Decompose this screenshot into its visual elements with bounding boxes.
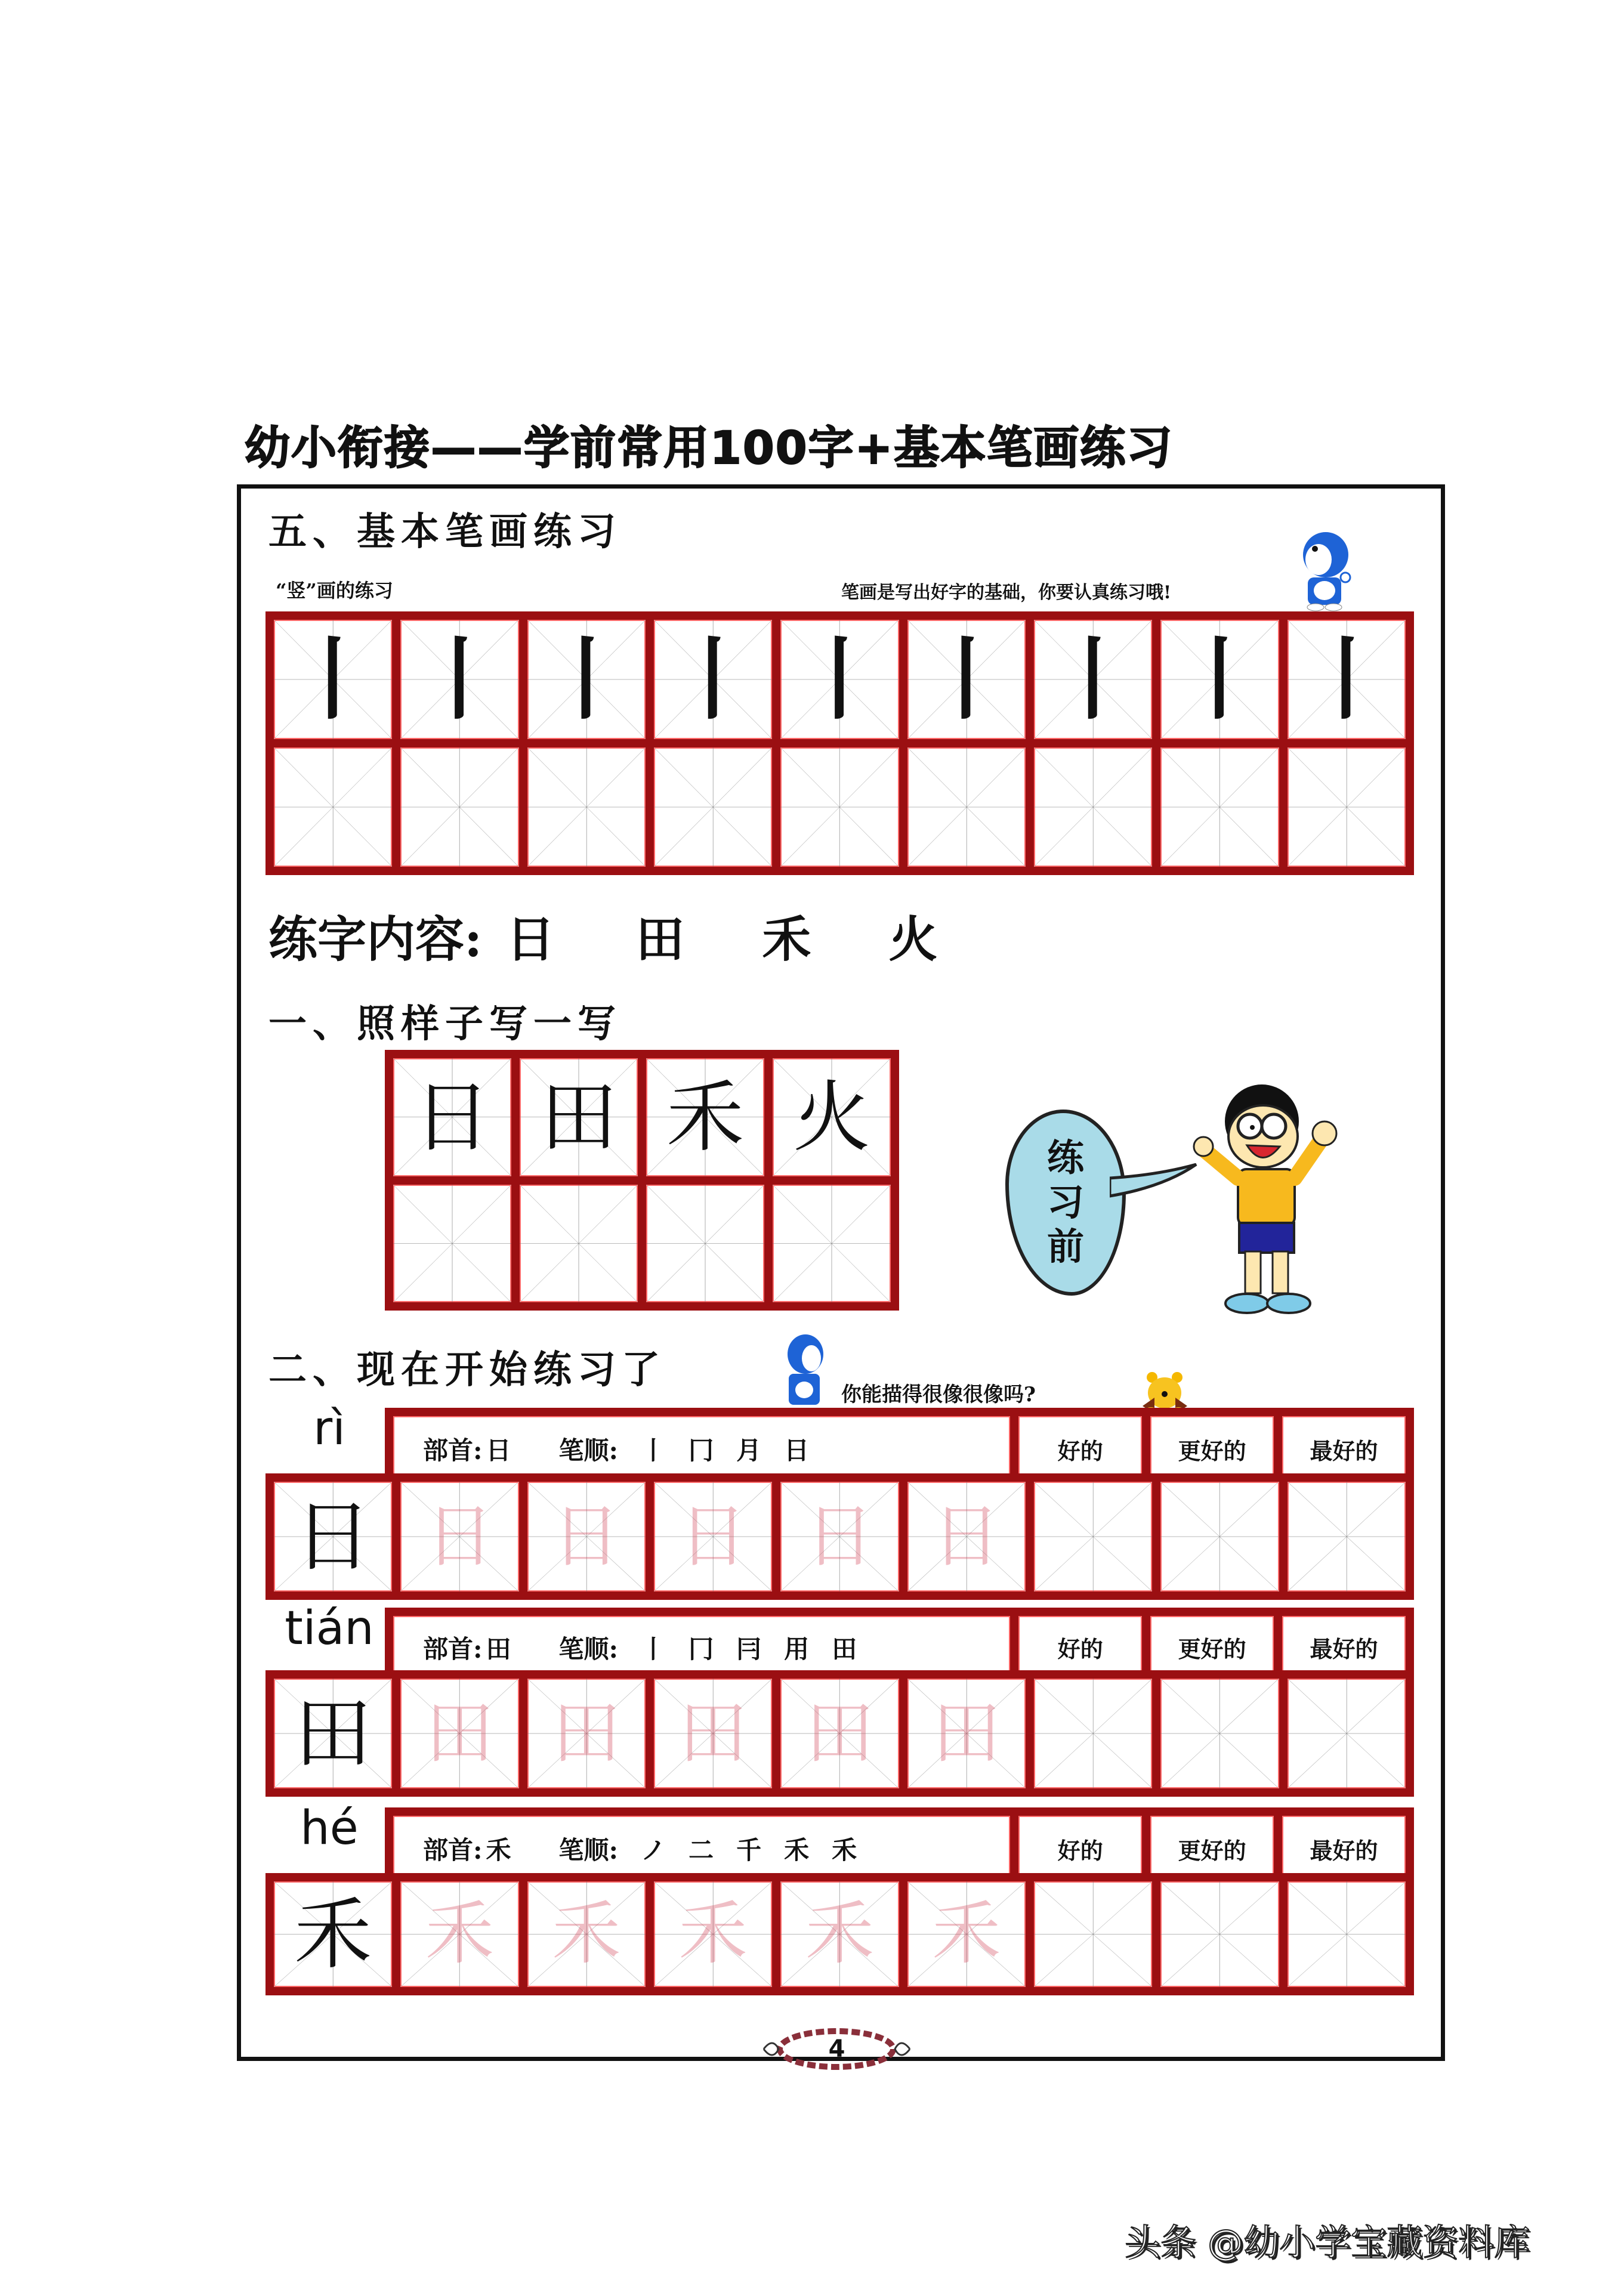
cell-character: 日 [425, 1496, 494, 1577]
character-info-header [385, 1807, 1414, 1881]
stroke-label: “竖”画的练习 [276, 579, 393, 602]
grid-guide-lines [1160, 747, 1279, 867]
radical-value: 禾 [486, 1835, 511, 1865]
cell-character: 禾 [678, 1894, 748, 1974]
cell-character: 禾 [932, 1894, 1001, 1974]
model-char-cell[interactable] [274, 1679, 392, 1788]
trace-cell[interactable] [780, 1482, 899, 1592]
model-char-cell[interactable] [274, 1482, 392, 1592]
stroke-order-step: 冂 [688, 1436, 714, 1465]
cell-character: 丨 [1301, 627, 1391, 732]
practice-content [268, 901, 937, 971]
stroke-example-cell[interactable] [654, 620, 772, 739]
trace-cell[interactable] [907, 1881, 1026, 1987]
stroke-order-step: 丨 [641, 1634, 666, 1664]
trace-cell[interactable] [907, 1482, 1026, 1592]
cell-character: 禾 [666, 1071, 744, 1163]
cell-character: 田 [294, 1688, 372, 1779]
page-title: 幼小衔接——学前常用100字+基本笔画练习 [245, 421, 1174, 474]
trace-cell[interactable] [527, 1679, 646, 1788]
grid-guide-lines [654, 747, 772, 867]
cell-character: 日 [932, 1496, 1001, 1577]
grid-guide-lines [1160, 1482, 1279, 1592]
trace-cell[interactable] [654, 1679, 772, 1788]
order-label: 笔顺: [558, 1436, 619, 1465]
radical-label: 部首: [423, 1634, 483, 1664]
rating-header: 好的 [1018, 1816, 1142, 1881]
rating-writing-cell[interactable] [1160, 1482, 1279, 1592]
model-char-cell[interactable] [520, 1058, 638, 1176]
stroke-order-step: 田 [832, 1634, 857, 1664]
grid-guide-lines [1288, 1881, 1406, 1987]
section-one-heading: 一、照样子写一写 [268, 1002, 622, 1046]
stroke-example-cell[interactable] [400, 620, 518, 739]
writing-cell[interactable] [907, 747, 1026, 867]
stroke-order-step: 月 [736, 1436, 762, 1465]
cell-character: 丨 [541, 627, 631, 732]
rating-header: 更好的 [1150, 1616, 1274, 1679]
trace-cell[interactable] [400, 1679, 518, 1788]
writing-cell[interactable] [646, 1185, 764, 1303]
bubble-char: 前 [1046, 1225, 1084, 1269]
practice-row-grid [265, 1873, 1414, 1995]
cell-character: 丨 [921, 627, 1011, 732]
trace-cell[interactable] [527, 1482, 646, 1592]
cell-character: 禾 [805, 1894, 874, 1974]
section-two-heading: 二、现在开始练习了 [268, 1348, 666, 1392]
stroke-tip: 笔画是写出好字的基础，你要认真练习哦! [841, 582, 1172, 603]
practice-char: 日 [506, 911, 555, 968]
practice-row-grid [265, 1670, 1414, 1797]
cell-character: 田 [805, 1693, 874, 1773]
trace-cell[interactable] [780, 1679, 899, 1788]
pinyin-label: hé [300, 1801, 359, 1855]
trace-cell[interactable] [400, 1881, 518, 1987]
page-number-ornament [758, 2025, 916, 2073]
practice-char: 田 [635, 911, 685, 968]
order-label: 笔顺: [558, 1634, 619, 1664]
rating-writing-cell[interactable] [1034, 1679, 1152, 1788]
cell-character: 丨 [1048, 627, 1138, 732]
rating-writing-cell[interactable] [1034, 1482, 1152, 1592]
grid-guide-lines [527, 747, 646, 867]
rating-header: 更好的 [1150, 1416, 1274, 1482]
grid-guide-lines [1160, 1679, 1279, 1788]
stroke-example-cell[interactable] [527, 620, 646, 739]
cell-character: 日 [805, 1496, 874, 1577]
grid-guide-lines [907, 747, 1026, 867]
cell-character: 日 [678, 1496, 748, 1577]
pinyin-label: tián [285, 1602, 374, 1655]
stroke-order-step: 禾 [832, 1835, 857, 1865]
rating-header: 最好的 [1282, 1816, 1406, 1881]
trace-cell[interactable] [654, 1482, 772, 1592]
stroke-order-step: 日 [784, 1436, 810, 1465]
cell-character: 田 [552, 1693, 621, 1773]
writing-cell[interactable] [1288, 747, 1406, 867]
grid-guide-lines [773, 1185, 891, 1303]
stroke-example-cell[interactable] [1034, 620, 1152, 739]
doraemon-mascot-icon [1295, 531, 1351, 611]
stroke-example-cell[interactable] [1160, 620, 1279, 739]
cell-character: 丨 [795, 627, 885, 732]
section-two-prompt: 你能描得很像很像吗? [841, 1383, 1036, 1407]
trace-cell[interactable] [780, 1881, 899, 1987]
writing-cell[interactable] [274, 747, 392, 867]
grid-guide-lines [1288, 1482, 1406, 1592]
rating-header: 好的 [1018, 1616, 1142, 1679]
pinyin-label: rì [313, 1402, 345, 1456]
cell-character: 田 [425, 1693, 494, 1773]
model-char-cell[interactable] [646, 1058, 764, 1176]
cell-character: 丨 [415, 627, 505, 732]
stroke-order-step: ノ [641, 1835, 666, 1865]
writing-cell[interactable] [400, 747, 518, 867]
bubble-tail-icon [1110, 1163, 1199, 1199]
trace-cell[interactable] [400, 1482, 518, 1592]
radical-label: 部首: [423, 1835, 483, 1865]
rating-header: 最好的 [1282, 1416, 1406, 1482]
stroke-example-cell[interactable] [1288, 620, 1406, 739]
grid-guide-lines [1160, 1881, 1279, 1987]
page-number: 4 [828, 2035, 845, 2063]
cell-character: 禾 [425, 1894, 494, 1974]
practice-char: 禾 [762, 911, 811, 968]
cell-character: 禾 [552, 1894, 621, 1974]
stroke-example-cell[interactable] [907, 620, 1026, 739]
grid-guide-lines [646, 1185, 764, 1303]
rating-header: 好的 [1018, 1416, 1142, 1482]
cell-character: 田 [932, 1693, 1001, 1773]
character-info-header [385, 1408, 1414, 1482]
radical-and-order [393, 1416, 1010, 1482]
character-info-header [385, 1608, 1414, 1679]
stroke-order-step: 冃 [736, 1634, 762, 1664]
practice-row-grid [265, 1473, 1414, 1600]
stroke-order-step: 二 [688, 1835, 714, 1865]
stroke-order-step: 冂 [688, 1634, 714, 1664]
stroke-example-cell[interactable] [274, 620, 392, 739]
stroke-example-cell[interactable] [780, 620, 899, 739]
writing-cell[interactable] [393, 1185, 511, 1303]
practice-char: 火 [888, 911, 938, 968]
model-char-cell[interactable] [773, 1058, 891, 1176]
writing-cell[interactable] [773, 1185, 891, 1303]
cell-character: 日 [413, 1071, 491, 1163]
model-copy-grid [385, 1050, 899, 1311]
grid-guide-lines [1288, 747, 1406, 867]
rating-writing-cell[interactable] [1160, 1679, 1279, 1788]
rating-writing-cell[interactable] [1034, 1881, 1152, 1987]
cell-character: 丨 [668, 627, 758, 732]
grid-guide-lines [1034, 1881, 1152, 1987]
grid-guide-lines [400, 747, 518, 867]
cell-character: 火 [792, 1071, 870, 1163]
radical-value: 日 [486, 1436, 511, 1465]
radical-value: 田 [486, 1634, 511, 1664]
radical-label: 部首: [423, 1436, 483, 1465]
cell-character: 田 [678, 1693, 748, 1773]
grid-guide-lines [780, 747, 899, 867]
radical-and-order [393, 1616, 1010, 1679]
bubble-char: 习 [1046, 1180, 1084, 1224]
bubble-char: 练 [1046, 1136, 1084, 1180]
model-char-cell[interactable] [393, 1058, 511, 1176]
rating-writing-cell[interactable] [1288, 1679, 1406, 1788]
trace-cell[interactable] [527, 1881, 646, 1987]
writing-cell[interactable] [1034, 747, 1152, 867]
cell-character: 丨 [1175, 627, 1265, 732]
model-char-cell[interactable] [274, 1881, 392, 1987]
cell-character: 禾 [294, 1889, 372, 1980]
rating-header: 最好的 [1282, 1616, 1406, 1679]
cell-character: 田 [539, 1071, 618, 1163]
stroke-practice-grid [265, 611, 1414, 875]
cell-character: 丨 [288, 627, 378, 732]
rating-writing-cell[interactable] [1288, 1881, 1406, 1987]
watermark: 头条 @幼小学宝藏资料库 [1125, 2222, 1530, 2264]
grid-guide-lines [1034, 747, 1152, 867]
order-label: 笔顺: [558, 1835, 619, 1865]
rating-header: 更好的 [1150, 1816, 1274, 1881]
boy-character-icon [1190, 1074, 1363, 1324]
grid-guide-lines [1034, 1482, 1152, 1592]
writing-cell[interactable] [780, 747, 899, 867]
practice-content-label: 练字内容: [268, 911, 483, 968]
writing-cell[interactable] [1160, 747, 1279, 867]
strokes-heading: 五、基本笔画练习 [268, 509, 622, 554]
stroke-order-step: 丨 [641, 1436, 666, 1465]
cell-character: 日 [294, 1491, 372, 1582]
rating-writing-cell[interactable] [1160, 1881, 1279, 1987]
trace-cell[interactable] [907, 1679, 1026, 1788]
cell-character: 日 [552, 1496, 621, 1577]
grid-guide-lines [1288, 1679, 1406, 1788]
radical-and-order [393, 1816, 1010, 1881]
rating-writing-cell[interactable] [1288, 1482, 1406, 1592]
writing-cell[interactable] [520, 1185, 638, 1303]
stroke-order-step: 禾 [784, 1835, 810, 1865]
stroke-order-step: 用 [784, 1634, 810, 1664]
grid-guide-lines [274, 747, 392, 867]
writing-cell[interactable] [527, 747, 646, 867]
stroke-order-step: 千 [736, 1835, 762, 1865]
grid-guide-lines [1034, 1679, 1152, 1788]
grid-guide-lines [393, 1185, 511, 1303]
trace-cell[interactable] [654, 1881, 772, 1987]
writing-cell[interactable] [654, 747, 772, 867]
grid-guide-lines [520, 1185, 638, 1303]
doraemon-peek-icon [782, 1333, 829, 1408]
